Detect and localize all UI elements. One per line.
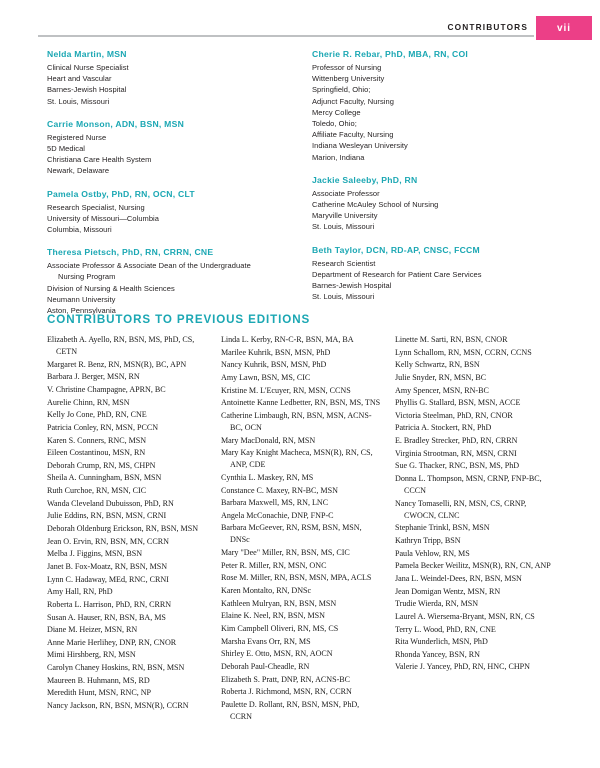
contributor-affiliation-line: Associate Professor & Associate Dean of the Undergraduate (47, 261, 251, 271)
previous-contributor-name: Diane M. Heizer, MSN, RN (47, 625, 138, 635)
previous-contributor-name: Linda L. Kerby, RN-C-R, BSN, MA, BA (221, 335, 354, 344)
previous-contributor-name: Victoria Steelman, PhD, RN, CNOR (395, 410, 513, 420)
contributor-affiliation-line: Maryville University (312, 211, 378, 221)
contributor-affiliation-line: Heart and Vascular (47, 74, 112, 84)
previous-contributors-list (47, 334, 559, 723)
previous-contributor-name: Mary MacDonald, RN, MSN (221, 435, 316, 445)
contributor-affiliation-line: Adjunct Faculty, Nursing (312, 96, 394, 106)
running-head-title: CONTRIBUTORS (447, 22, 528, 32)
previous-contributor-name: Paula Vehlow, RN, MS (395, 548, 470, 558)
previous-contributor-name: Deborah Oldenburg Erickson, RN, BSN, MSN (47, 524, 199, 534)
previous-contributor-column (395, 334, 557, 723)
previous-contributor-name: Mary Kay Knight Macheca, MSN(R), RN, CS, ANP, CDE (221, 448, 373, 470)
previous-contributor-name: Kelly Schwartz, RN, BSN (395, 360, 480, 370)
previous-contributor-name: Jean Domigan Wentz, MSN, RN (395, 586, 501, 596)
previous-contributor-name: Sue G. Thacker, RNC, BSN, MS, PhD (395, 461, 520, 471)
contributor-column (47, 48, 294, 316)
contributor-entry (312, 48, 559, 163)
previous-contributor-name: Amy Lawn, BSN, MS, CIC (221, 372, 311, 382)
contributor-entry (47, 48, 294, 107)
contributor-affiliation-line: Professor of Nursing (312, 63, 382, 72)
previous-contributor-name: Melba J. Figgins, MSN, BSN (47, 549, 143, 559)
previous-contributor-name: Kelly Jo Cone, PhD, RN, CNE (47, 410, 147, 420)
contributor-entry (47, 246, 294, 316)
previous-contributor-name: Karen Montalto, RN, DNSc (221, 586, 312, 596)
previous-contributor-name: Jana L. Weindel-Dees, RN, BSN, MSN (395, 573, 522, 583)
contributor-name: Nelda Martin, MSN (47, 49, 127, 59)
contributor-name: Carrie Monson, ADN, BSN, MSN (47, 118, 185, 129)
previous-contributor-name: Jean O. Ervin, RN, BSN, MN, CCRN (47, 536, 169, 546)
previous-contributor-name: Rhonda Yancey, BSN, RN (395, 649, 480, 659)
contributor-affiliation-line: Barnes-Jewish Hospital (47, 85, 127, 95)
previous-contributor-name: Nancy Tomaselli, RN, MSN, CS, CRNP, CWOCN, CLNC (395, 498, 527, 520)
contributor-affiliation-line: Wittenberg University (312, 74, 385, 84)
contributor-entry (312, 244, 559, 303)
contributor-affiliation-line: Research Specialist, Nursing (47, 202, 145, 212)
contributor-affiliation-line: Columbia, Missouri (47, 225, 112, 235)
contributor-affiliation-line: Registered Nurse (47, 132, 107, 142)
previous-contributor-name: Julie Snyder, RN, MSN, BC (395, 372, 487, 382)
previous-contributor-name: Mary "Dee" Miller, RN, BSN, MS, CIC (221, 548, 350, 558)
contributor-affiliation-line: Affiliate Faculty, Nursing (312, 130, 394, 140)
contributor-affiliation-line: University of Missouri—Columbia (47, 213, 159, 223)
contributor-entry (47, 188, 294, 236)
contributor-entry (47, 118, 294, 177)
previous-contributor-name: Amy Hall, RN, PhD (47, 587, 113, 597)
previous-contributor-name: Shirley E. Otto, MSN, RN, AOCN (221, 649, 333, 659)
previous-contributor-name: Stephanie Trinkl, BSN, MSN (395, 523, 490, 533)
previous-contributor-name: Donna L. Thompson, MSN, CRNP, FNP-BC, CCCN (395, 474, 542, 496)
contributor-affiliation-line: St. Louis, Missouri (47, 96, 110, 106)
previous-contributor-name: Linette M. Sarti, RN, BSN, CNOR (395, 335, 508, 344)
previous-contributor-name: Peter R. Miller, RN, MSN, ONC (221, 560, 327, 570)
current-contributors-list (47, 48, 559, 316)
previous-contributor-name: Terry L. Wood, PhD, RN, CNE (395, 624, 496, 634)
contributor-affiliation-line: St. Louis, Missouri (312, 222, 375, 232)
previous-contributor-name: Elizabeth A. Ayello, RN, BSN, MS, PhD, CS, CETN (47, 335, 195, 357)
contributor-name: Theresa Pietsch, PhD, RN, CRRN, CNE (47, 247, 214, 258)
previous-contributor-name: Pamela Becker Weilitz, MSN(R), RN, CN, ANP (395, 561, 551, 571)
previous-contributor-name: Catherine Limbaugh, RN, BSN, MSN, ACNS-BC, OCN (221, 410, 372, 432)
previous-contributor-name: Karen S. Conners, RNC, MSN (47, 435, 147, 445)
header-divider (38, 35, 534, 37)
previous-contributor-name: Carolyn Chaney Hoskins, RN, BSN, MSN (47, 663, 185, 673)
previous-contributor-name: Patricia A. Stockert, RN, PhD (395, 423, 492, 433)
previous-contributor-name: Ruth Curchoe, RN, MSN, CIC (47, 486, 147, 496)
previous-contributor-name: Barbara McGeever, RN, RSM, BSN, MSN, DNSc (221, 523, 362, 545)
running-head (38, 22, 600, 44)
contributor-affiliation-line: Marion, Indiana (312, 152, 365, 162)
contributor-affiliation-line: Department of Research for Patient Care Services (312, 269, 482, 279)
contributor-affiliation-line: Aston, Pennsylvania (47, 306, 116, 316)
previous-contributor-name: Elaine K. Neel, RN, BSN, MSN (221, 611, 325, 621)
previous-contributor-name: Wanda Cleveland Dubuisson, PhD, RN (47, 498, 174, 508)
previous-contributor-name: Paulette D. Rollant, RN, BSN, MSN, PhD, CCRN (221, 699, 360, 721)
previous-contributor-name: Anne Marie Herlihey, DNP, RN, CNOR (47, 637, 177, 647)
contributor-name: Cherie R. Rebar, PhD, MBA, RN, COI (312, 49, 469, 59)
previous-contributor-name: Roberta L. Harrison, PhD, RN, CRRN (47, 599, 172, 609)
previous-editions-heading: CONTRIBUTORS TO PREVIOUS EDITIONS (47, 313, 311, 326)
contributor-affiliation-line: Toledo, Ohio; (312, 119, 357, 129)
previous-contributor-name: Kim Campbell Oliveri, RN, MS, CS (221, 623, 339, 633)
previous-contributor-name: Lynn C. Hadaway, MEd, RNC, CRNI (47, 574, 169, 584)
contributor-affiliation-line: Newark, Delaware (47, 166, 110, 176)
contributor-column (312, 48, 559, 316)
page-number: vii (556, 22, 572, 34)
previous-contributor-name: Kathleen Mulryan, RN, BSN, MSN (221, 598, 337, 608)
contributor-affiliation-line: Research Scientist (312, 258, 376, 268)
previous-contributor-name: Marilee Kuhrik, BSN, MSN, PhD (221, 347, 331, 357)
previous-contributor-name: Deborah Crump, RN, MS, CHPN (47, 460, 156, 470)
contributor-affiliation-line: Barnes-Jewish Hospital (312, 281, 392, 291)
previous-contributor-name: Barbara Maxwell, MS, RN, LNC (221, 498, 329, 508)
contributor-affiliation-line: Springfield, Ohio; (312, 85, 371, 95)
previous-contributor-name: Maureen B. Huhmann, MS, RD (47, 675, 150, 685)
previous-contributor-name: Roberta J. Richmond, MSN, RN, CCRN (221, 687, 352, 697)
previous-contributor-column (47, 334, 209, 723)
previous-contributor-name: Rose M. Miller, RN, BSN, MSN, MPA, ACLS (221, 573, 372, 583)
contributor-name: Jackie Saleeby, PhD, RN (312, 174, 418, 185)
previous-contributor-name: Mimi Hirshberg, RN, MSN (47, 650, 136, 660)
previous-contributor-name: Meredith Hunt, MSN, RNC, NP (47, 688, 152, 698)
previous-contributor-name: Antoinette Kanne Ledbetter, RN, BSN, MS, TNS (221, 398, 381, 408)
contributor-entry (312, 174, 559, 233)
page-number-badge (536, 16, 592, 40)
previous-contributor-name: Valerie J. Yancey, PhD, RN, HNC, CHPN (395, 662, 530, 672)
contributor-name: Pamela Ostby, PhD, RN, OCN, CLT (47, 188, 195, 199)
previous-contributor-name: Kathryn Tripp, BSN (395, 536, 461, 546)
previous-contributor-name: V. Christine Champagne, APRN, BC (47, 384, 166, 394)
previous-contributor-name: Kristine M. L'Ecuyer, RN, MSN, CCNS (221, 385, 351, 395)
contributor-affiliation-line: Nursing Program (58, 272, 116, 282)
contributor-affiliation-line: Catherine McAuley School of Nursing (312, 200, 439, 210)
previous-contributor-name: Rita Wunderlich, MSN, PhD (395, 637, 488, 647)
previous-contributor-name: Sheila A. Cunningham, BSN, MSN (47, 473, 162, 483)
previous-contributor-name: Constance C. Maxey, RN-BC, MSN (221, 485, 338, 495)
contributor-affiliation-line: Christiana Care Health System (47, 155, 152, 165)
previous-contributor-name: Eileen Costantinou, MSN, RN (47, 448, 146, 458)
previous-contributor-name: Elizabeth S. Pratt, DNP, RN, ACNS-BC (221, 674, 351, 684)
previous-contributor-name: Angela McConachie, DNP, FNP-C (221, 510, 334, 520)
previous-contributor-name: Amy Spencer, MSN, RN-BC (395, 385, 489, 395)
previous-contributor-name: E. Bradley Strecker, PhD, RN, CRRN (395, 436, 518, 446)
previous-contributor-name: Margaret R. Benz, RN, MSN(R), BC, APN (47, 359, 187, 369)
previous-contributor-name: Julie Eddins, RN, BSN, MSN, CRNI (47, 511, 167, 521)
contributor-affiliation-line: St. Louis, Missouri (312, 292, 375, 302)
previous-contributor-name: Janet B. Fox-Moatz, RN, BSN, MSN (47, 561, 168, 571)
previous-contributor-name: Marsha Evans Orr, RN, MS (221, 636, 311, 646)
previous-contributor-name: Susan A. Hauser, RN, BSN, BA, MS (47, 612, 166, 622)
previous-contributor-name: Nancy Jackson, RN, BSN, MSN(R), CCRN (47, 700, 189, 710)
previous-contributor-name: Lynn Schallom, RN, MSN, CCRN, CCNS (395, 347, 532, 357)
previous-contributor-name: Deborah Paul-Cheadle, RN (221, 661, 310, 671)
previous-contributor-name: Nancy Kuhrik, BSN, MSN, PhD (221, 360, 327, 370)
previous-contributor-name: Laurel A. Wiersema-Bryant, MSN, RN, CS (395, 611, 535, 621)
contributor-affiliation-line: Clinical Nurse Specialist (47, 63, 129, 72)
previous-contributor-name: Patricia Conley, RN, MSN, PCCN (47, 422, 159, 432)
previous-contributor-column (221, 334, 383, 723)
previous-contributor-name: Cynthia L. Maskey, RN, MS (221, 472, 314, 482)
contributor-affiliation-line: Mercy College (312, 107, 361, 117)
previous-contributor-name: Virginia Strootman, RN, MSN, CRNI (395, 448, 517, 458)
contributor-name: Beth Taylor, DCN, RD-AP, CNSC, FCCM (312, 244, 480, 255)
contributor-affiliation-line: Neumann University (47, 294, 116, 304)
previous-contributor-name: Barbara J. Berger, MSN, RN (47, 372, 140, 382)
contributor-affiliation-line: Division of Nursing & Health Sciences (47, 283, 175, 293)
previous-contributor-name: Trudie Wierda, RN, MSN (395, 599, 479, 609)
contributor-affiliation-line: 5D Medical (47, 144, 86, 154)
contributor-affiliation-line: Indiana Wesleyan University (312, 141, 408, 151)
previous-contributor-name: Aurelie Chinn, RN, MSN (47, 397, 130, 407)
previous-contributor-name: Phyllis G. Stallard, BSN, MSN, ACCE (395, 398, 521, 408)
contributor-affiliation-line: Associate Professor (312, 188, 380, 198)
